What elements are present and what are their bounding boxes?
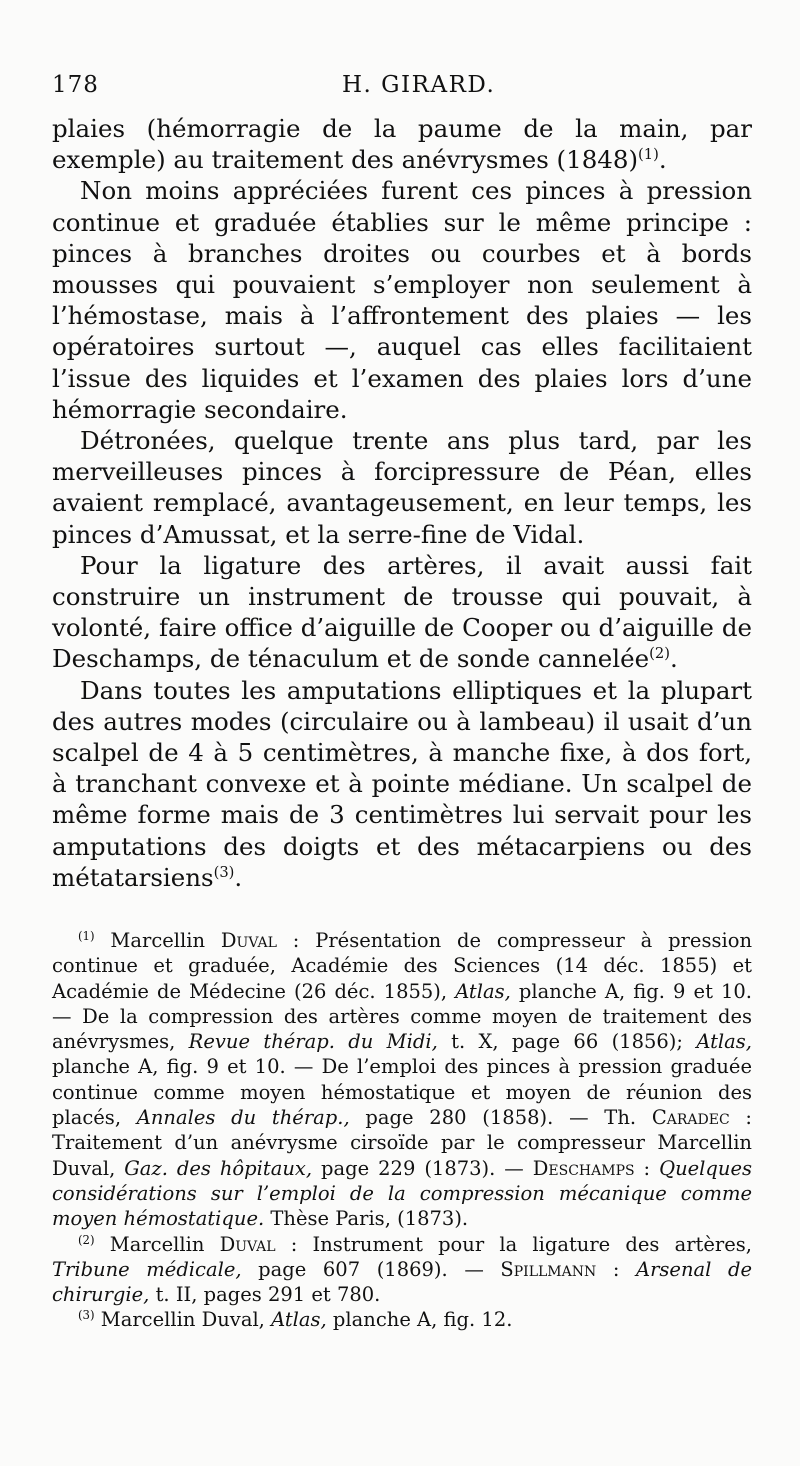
- footnote-text-run: Annales du thérap.,: [136, 1106, 350, 1130]
- footnote-text-run: Quelques considérations sur l’emploi de la compression mécanique comme moyen hémostatique.: [52, 1156, 752, 1231]
- footnote-text-run: Thèse Paris, (1873).: [264, 1207, 469, 1231]
- footnote-text-run: Atlas,: [455, 979, 511, 1003]
- paragraph-2: Non moins appréciées furent ces pinces à pression continue et graduée établies sur le même principe : pinces à branches droites ou courbes et à bords mousses qui pouvaient s’employer non seulement à l’hémostase, mais à l’affrontement des plaies — les opératoires surtout —, auquel cas elles facilitaient l’issue des liquides et l’examen des plaies lors d’une hémorragie secondaire.: [52, 176, 752, 424]
- footnotes: [52, 928, 752, 1333]
- footnote-text-run: Spillmann: [500, 1257, 597, 1281]
- paragraph-4: Pour la ligature des artères, il avait aussi fait construire un instrument de trousse qui pouvait, à volonté, faire office d’aiguille de Cooper ou d’aiguille de Deschamps, de ténaculum et de sonde cannelée$^{(2)}$.: [52, 550, 752, 674]
- footnote-text-run: planche A, fig. 9 et 10. — De la compression des artères comme moyen de traitement des anévrysmes,: [52, 979, 752, 1054]
- footnote-text-run: planche A, fig. 12.: [326, 1308, 513, 1332]
- paragraph-5: Dans toutes les amputations elliptiques et la plupart des autres modes (circulaire ou à lambeau) il usait d’un scalpel de 4 à 5 centimètres, à manche fixe, à dos fort, à tranchant convexe et à pointe médiane. Un scalpel de même forme mais de 3 centimètres lui servait pour les amputations des doigts et des métacarpiens ou des métatarsiens$^{(3)}$.: [52, 675, 752, 892]
- footnote-text-run: Arsenal de chirurgie,: [52, 1257, 752, 1307]
- footnote-text-run: Revue thérap. du Midi,: [188, 1030, 438, 1054]
- note-ref-2: (2): [649, 645, 670, 663]
- footnote-text-run: t. X, page 66 (1856);: [437, 1030, 697, 1054]
- footnote-text-run: page 607 (1869). —: [241, 1257, 501, 1281]
- footnote-text-run: :: [596, 1257, 637, 1281]
- footnote-text-run: Deschamps: [532, 1156, 635, 1180]
- footnote-text-run: Marcellin Duval,: [94, 1308, 272, 1332]
- footnote-text-run: Gaz. des hôpitaux,: [124, 1156, 313, 1180]
- footnote-text-run: page 280 (1858). — Th.: [349, 1106, 652, 1130]
- note-ref-3: (3): [213, 864, 235, 882]
- main-text: [52, 113, 752, 893]
- footnote-text-run: : Instrument pour la ligature des artères,: [275, 1232, 752, 1256]
- footnote-text-run: Tribune médicale,: [52, 1257, 242, 1281]
- footnote-text-run: page 229 (1873). —: [312, 1156, 533, 1180]
- page-number: 178: [52, 72, 99, 98]
- running-head: H. GIRARD.: [342, 72, 496, 98]
- footnote-text-run: Marcellin: [94, 929, 221, 952]
- paragraph-3: Détronées, quelque trente ans plus tard, par les merveilleuses pinces à forcipressure de Péan, elles avaient remplacé, avantageusement, en leur temps, les pinces d’Amussat, et la serre-fine de Vidal.: [52, 426, 752, 549]
- footnote-marker: (1): [78, 928, 95, 943]
- footnote-text-run: Duval: [220, 929, 277, 952]
- footnote-text-run: t. II, pages 291 et 780.: [149, 1283, 381, 1307]
- footnote-text-run: Duval: [219, 1232, 276, 1256]
- footnote-text-run: : Traitement d’un anévrysme cirsoïde par le compresseur Marcellin Duval,: [52, 1106, 752, 1180]
- footnote-2: [52, 1232, 752, 1308]
- footnote-text-run: :: [634, 1156, 660, 1180]
- footnote-3: [52, 1307, 752, 1332]
- footnote-text-run: Caradec: [651, 1106, 730, 1130]
- page-header: [52, 70, 752, 104]
- note-ref-1: (1): [638, 146, 659, 164]
- footnote-marker: (3): [78, 1308, 95, 1323]
- footnote-marker: (2): [78, 1232, 95, 1247]
- footnote-text-run: Marcellin: [94, 1232, 220, 1256]
- footnote-text-run: Atlas,: [696, 1030, 752, 1054]
- footnote-text-run: : Présentation de compresseur à pression continue et graduée, Académie des Sciences (14 déc. 1855) et Académie de Médecine (26 déc. 1855),: [52, 929, 753, 1003]
- footnote-text-run: planche A, fig. 9 et 10. — De l’emploi des pinces à pression graduée continue comme moyen hémostatique et moyen de réunion des placés,: [52, 1055, 752, 1130]
- footnote-text-run: Atlas,: [271, 1308, 327, 1332]
- footnote-1: [52, 928, 752, 1232]
- paragraph-1: plaies (hémorragie de la paume de la main, par exemple) au traitement des anévrysmes $(1848)^{(1)}$.: [52, 114, 752, 175]
